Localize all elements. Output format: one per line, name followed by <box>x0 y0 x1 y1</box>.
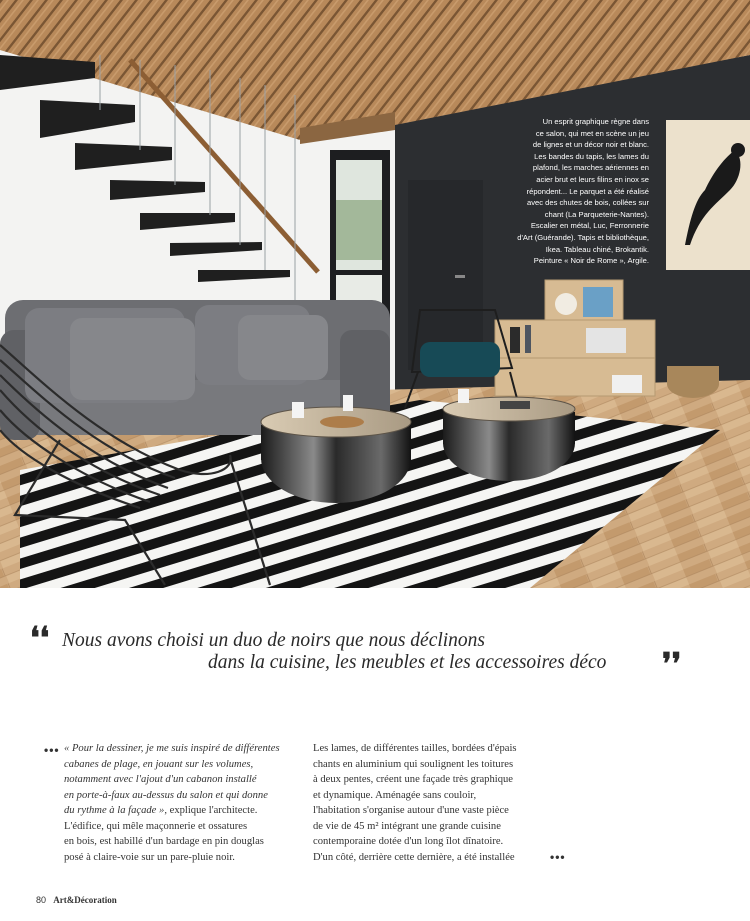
body-line: chants en aluminium qui soulignent les toitures <box>313 758 514 770</box>
body-line: de vie de 45 m² intégrant une grande cuisine <box>313 820 501 832</box>
body-line: D'un côté, derrière cette dernière, a été installée <box>313 851 515 863</box>
page-number: 80 <box>36 895 47 905</box>
body-line: et dynamique. Aménagée sans couloir, <box>313 789 477 801</box>
quote-line-1: Nous avons choisi un duo de noirs que nous déclinons <box>62 630 486 651</box>
caption-line: avec des chutes de bois, collées sur <box>527 198 649 208</box>
body-line: l'habitation s'organise autour d'une vaste pièce <box>313 805 509 816</box>
body-line: en porte-à-faux au-dessus du salon et qui donne <box>64 789 268 801</box>
caption-line: chant (La Parqueterie-Nantes). <box>544 209 649 219</box>
caption-line: Escalier en métal, Luc, Ferronnerie <box>530 221 649 231</box>
body-line: Les lames, de différentes tailles, bordées d'épais <box>313 743 517 754</box>
body-line-roman-part: , explique l'architecte. <box>164 805 258 816</box>
caption-line: acier brut et leurs filins en inox se <box>536 174 649 184</box>
section-start-dots: ••• <box>44 743 60 757</box>
body-line: à deux pentes, créent une façade très graphique <box>313 774 514 785</box>
body-column-2 <box>313 741 553 865</box>
photo-caption <box>505 116 649 267</box>
body-line: « Pour la dessiner, je me suis inspiré de différentes <box>64 743 280 754</box>
caption-line: ce salon, qui met en scène un jeu <box>535 128 649 138</box>
caption-line: Peinture « Noir de Rome », Argile. <box>533 256 649 266</box>
body-line: contemporaine dotée d'un long îlot dînatoire. <box>313 836 504 847</box>
body-line-italic-part: du rythme à la façade » <box>64 805 165 816</box>
page-footer <box>36 895 117 905</box>
body-line: cabanes de plage, en jouant sur les volumes, <box>64 758 254 770</box>
body-column-1 <box>64 741 304 865</box>
magazine-name: Art&Décoration <box>53 895 117 905</box>
caption-line: Un esprit graphique règne dans <box>542 117 649 126</box>
body-line: posé à claire-voie sur un pare-pluie noir. <box>64 851 235 863</box>
caption-line: de lignes et un décor noir et blanc. <box>532 140 649 150</box>
caption-line: répondent... Le parquet a été réalisé <box>526 186 649 196</box>
caption-line: d'Art (Guérande). Tapis et bibliothèque, <box>517 232 649 242</box>
body-line: L'édifice, qui mêle maçonnerie et ossatures <box>64 820 248 832</box>
caption-line: Les bandes du tapis, les lames du <box>534 151 649 161</box>
caption-line: plafond, les marches aériennes en <box>532 163 649 173</box>
open-quote-mark: ❛❛ <box>30 621 50 656</box>
close-quote-mark: ❜❜ <box>662 647 682 682</box>
body-line <box>64 803 304 819</box>
body-line: en bois, est habillé d'un bardage en pin douglas <box>64 836 264 847</box>
quote-line-2: dans la cuisine, les meubles et les accessoires déco <box>208 652 607 673</box>
continued-dots: ••• <box>550 850 566 864</box>
body-line: notamment avec l'ajout d'un cabanon installé <box>64 774 257 785</box>
caption-line: Ikea. Tableau chiné, Brokantik. <box>545 244 649 254</box>
